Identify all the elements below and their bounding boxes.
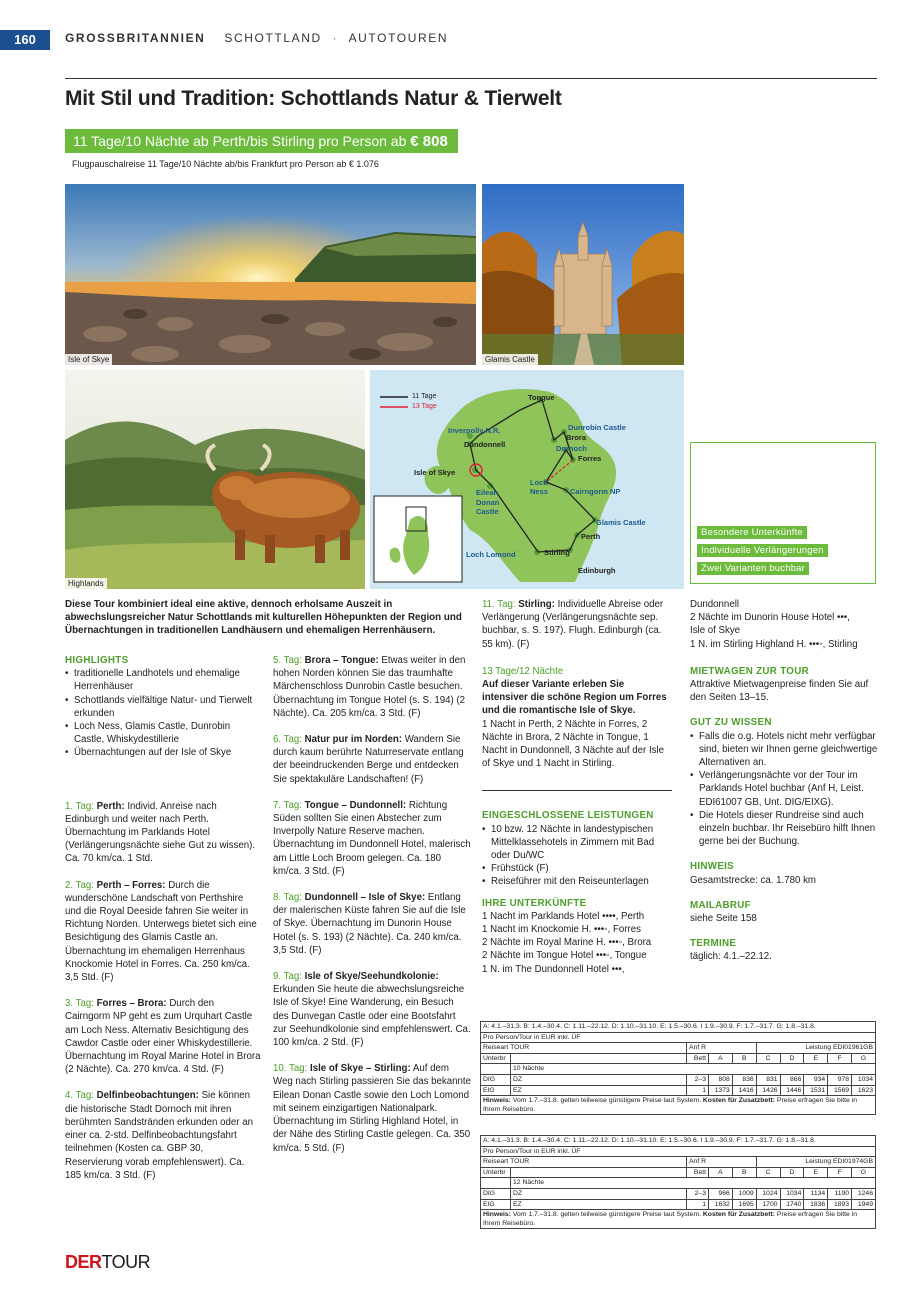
mail-text: siehe Seite 158 [690,913,757,925]
price-bar [65,129,458,153]
bed-count: 2–3 [687,1188,709,1199]
list-item: • traditionelle Landhotels und ehemalige Herrenhäuser [65,667,261,693]
hint-text: Gesamtstrecke: ca. 1.780 km [690,874,816,886]
map-label-tongue: Tongue [528,393,555,402]
map-label-lochness: Loch Ness [530,478,548,496]
note-text: Vom 1.7.–31.8. gelten teilweise günstigere Preise laut System. [512,1097,701,1105]
pro-person-row: Pro Person/Tour in EUR inkl. ÜF [481,1146,876,1157]
day-title: Dundonnell – Isle of Skye: [304,892,426,904]
day-text: Sie können die historische Stadt Dornoch mit ihren berühmten Sandstränden erkunden oder an einer ca. 2-std. Delfinbeobachtungsfahrt teilnehmen (Kosten ca. GBP 30, Reservierung vorab empfehlenswert). Ca. 185 km/ca. 3 Std. (F) [65,1090,253,1181]
map-label-skye: Isle of Skye [414,468,456,477]
included-heading: EINGESCHLOSSENE LEISTUNGEN [482,810,654,822]
price-cell: 808 [709,1074,733,1085]
price-cell: 1893 [828,1199,852,1210]
sunset-coast-image [65,184,476,365]
table-row [481,1074,876,1085]
note-extra-bed: Kosten für Zusatzbett: [702,1097,776,1105]
glamis-castle-caption: Glamis Castle [482,354,538,365]
highland-cow-image [65,370,365,589]
hotels-heading: IHRE UNTERKÜNFTE [482,897,587,909]
price-cell: 1024 [756,1188,780,1199]
glamis-castle-photo [482,184,684,365]
col-a: A [709,1167,733,1178]
included-list [482,823,672,889]
day-1 [65,800,261,866]
col-e: E [804,1053,828,1064]
price-bar-text: 11 Tage/10 Nächte ab Perth/bis Stirling pro Person ab [73,133,407,149]
day-text: Entlang der malerischen Küste fahren Sie auf die Isle of Skye. Übernachtung im Dunorin House Hotel (s. S. 193) (2 Nächte). Ca. 240 km/ca. 3,5 Std. (F) [273,892,466,956]
intro-text: Diese Tour kombiniert ideal eine aktive, dennoch erholsame Auszeit in abwechslungsreicher Natur Schottlands mit kulturellen Höhepunkten der Region und Übernachtungen in traditionellen Landhäusern und ehemaligen Herrenhäusern. [65,599,462,637]
hotel-line: 1 N. im The Dundonnell Hotel •••, [482,963,625,975]
day-number: 11. Tag: [482,599,516,610]
car-heading: MIETWAGEN ZUR TOUR [690,665,809,677]
price-cell: 831 [756,1074,780,1085]
col-bett: Bett [687,1053,709,1064]
hotel-line: 2 Nächte im Dunorin House Hotel •••, [690,612,850,624]
day-4 [65,1089,261,1181]
map-legend-13: 13 Tage [412,403,437,410]
day-text: Individ. Anreise nach Edinburgh und weiter nach Perth. Übernachtung im Parklands Hotel (Verlängerungsnächte siehe Gut zu wissen). Ca. 70 km/ca. 1 Std. [65,800,256,865]
price-cell: 866 [780,1074,804,1085]
col-e: E [804,1167,828,1178]
col-f: F [828,1167,852,1178]
hotel-line: 1 Nacht im Knockomie H. •••◦, Forres [482,924,641,936]
room-code: DIG [481,1074,511,1085]
badge-extensions: Individuelle Verlängerungen [697,544,828,557]
day-text: Auf dem Weg nach Stirling passieren Sie das bekannte Eilean Donan Castle sowie den Loch Lomond mit seinem einzigartigen Nationalpark. Übernachtung im Stirling Highland Hotel, in der Nähe des Stirling Castle gelegen. Ca. 350 km/ca. 5 Std. (F) [273,1063,471,1154]
day-10 [273,1062,471,1154]
day-title: Delfinbeobachtungen: [96,1090,199,1102]
list-item: • Übernachtungen auf der Isle of Skye [65,746,261,759]
route-map[interactable] [370,370,684,589]
breadcrumb-separator: · [332,31,339,45]
breadcrumb-region[interactable]: SCHOTTLAND [224,31,322,45]
seasons-row: A: 4.1.–31.3. B: 1.4.–30.4. C: 1.11.–22.12. D: 1.10.–31.10. E: 1.5.–30.6. I 1.9.–30.9. F: 1.7.–31.7. G: 1.8.–31.8. [481,1022,876,1033]
hint-heading: HINWEIS [690,861,735,873]
list-item: • Schottlands vielfältige Natur- und Tierwelt erkunden [65,694,261,720]
day-number: 3. Tag: [65,998,94,1010]
price-cell: 1949 [852,1199,876,1210]
map-label-forres: Forres [578,454,602,463]
dates-heading: TERMINE [690,938,737,950]
col-bett: Bett [687,1167,709,1178]
car-text: Attraktive Mietwagenpreise finden Sie auf den Seiten 13–15. [690,679,869,704]
col-c: C [756,1053,780,1064]
day-11 [482,598,672,651]
room-type: DZ [511,1074,687,1085]
map-label-brora: Brora [566,433,587,442]
page-number: 160 [0,30,50,50]
hotel-line: Dundonnell [690,599,740,610]
nights-row: 12 Nächte [511,1178,876,1189]
price-cell: 1246 [852,1188,876,1199]
section-divider [482,790,672,791]
table-row [481,1188,876,1199]
dates-text: täglich: 4.1.–22.12. [690,951,772,963]
features-box [690,442,876,584]
breadcrumb-category[interactable]: AUTOTOUREN [348,31,449,45]
day-title: Isle of Skye/Seehundkolonie: [304,971,439,983]
highlands-photo [65,370,365,589]
nights-row: 10 Nächte [511,1064,876,1075]
day-title: Tongue – Dundonnell: [304,799,407,811]
hotel-line: 1 Nacht im Parklands Hotel ••••, Perth [482,910,645,922]
highlights-list [65,667,261,759]
day-3 [65,997,261,1076]
day-title: Natur pur im Norden: [304,734,403,746]
day-title: Isle of Skye – Stirling: [310,1063,411,1075]
request-code: Anf R [687,1043,757,1054]
day-5 [273,654,471,720]
price-cell: 1700 [756,1199,780,1210]
day-title: Perth: [96,800,125,812]
price-cell: 1531 [804,1085,828,1096]
day-number: 7. Tag: [273,799,302,811]
col-unterbr: Unterbr [481,1053,511,1064]
price-bar-price: € 808 [410,133,448,150]
variant-heading: 13 Tage/12 Nächte [482,665,564,677]
day-title: Forres – Brora: [96,998,167,1010]
col-b: B [732,1167,756,1178]
service-code: Leistung EDI01961GB [756,1043,875,1054]
col-c: C [756,1167,780,1178]
price-cell: 1416 [732,1085,756,1096]
day-text: Etwas weiter in den hohen Norden können Sie das traumhafte Märchenschloss Dunrobin Castle besuchen. Übernachtung im Tongue Hotel (s. S. 194) (2 Nächte). Ca. 205 km/ca. 3 Std. (F) [273,655,466,719]
hotel-line: Isle of Skye [690,625,741,637]
breadcrumb [65,32,448,45]
list-item: • Verlängerungsnächte vor der Tour im Parklands Hotel buchbar (Anf H, Leist. EDI61007 GB, Unt. DIG/EIXG). [690,769,880,809]
price-cell: 1569 [828,1085,852,1096]
logo-part-der: DER [65,1252,102,1272]
day-8 [273,891,471,957]
list-item: • Loch Ness, Glamis Castle, Dunrobin Castle, Whiskydestillerie [65,720,261,746]
day-text: Durch den Cairngorm NP geht es zum Urquhart Castle am Loch Ness. Alternativ Besichtigung des Cawdor Castle oder einer Whiskydestillerie. Übernachtung im Royal Marine Hotel in Brora (2 Nächte). Ca. 270 km/ca. 4 Std. (F) [65,998,261,1076]
price-cell: 1836 [804,1199,828,1210]
price-cell: 1740 [780,1199,804,1210]
day-number: 1. Tag: [65,800,94,812]
column-1 [65,654,261,1195]
note-label: Hinweis: [483,1211,511,1219]
note-label: Hinweis: [483,1097,511,1105]
badge-two-variants: Zwei Varianten buchbar [697,562,809,575]
seasons-row: A: 4.1.–31.3. B: 1.4.–30.4. C: 1.11.–22.12. D: 1.10.–31.10. E: 1.5.–30.6. I 1.9.–30.9. F: 1.7.–31.7. G: 1.8.–31.8. [481,1136,876,1147]
day-number: 8. Tag: [273,892,302,904]
price-cell: 1134 [804,1188,828,1199]
note-text: Preise erfragen Sie bitte in Ihrem Reisebüro. [483,1211,858,1228]
list-item: • Reiseführer mit den Reiseunterlagen [482,875,672,888]
col-g: G [852,1167,876,1178]
page-title: Mit Stil und Tradition: Schottlands Natur & Tierwelt [65,87,562,110]
badge-special-accommodation: Besondere Unterkünfte [697,526,807,539]
day-7 [273,799,471,878]
column-2 [273,654,471,1168]
mail-heading: MAILABRUF [690,899,751,911]
isle-of-skye-caption: Isle of Skye [65,354,112,365]
price-cell: 1446 [780,1085,804,1096]
day-title: Stirling: [518,599,555,610]
day-number: 10. Tag: [273,1063,308,1075]
room-code: DIG [481,1188,511,1199]
pro-person-row: Pro Person/Tour in EUR inkl. ÜF [481,1032,876,1043]
highlights-heading: HIGHLIGHTS [65,655,129,666]
price-cell: 934 [804,1074,828,1085]
column-3 [482,598,672,976]
map-label-cairngorm: Cairngorm NP [570,487,621,496]
price-cell: 1632 [709,1199,733,1210]
price-table-13-days [480,1135,876,1229]
variant-intro: Auf dieser Variante erleben Sie intensiver die schöne Region um Forres und die romantische Isle of Skye. [482,679,667,717]
request-code: Anf R [687,1157,757,1168]
hotel-line: 2 Nächte im Tongue Hotel •••◦, Tongue [482,950,647,962]
day-text: Wandern Sie durch kaum berührte Naturreservate entlang der beeindruckenden Berge und entdecken Sie spektakuläre Landschaften! (F) [273,734,464,785]
map-label-glamis: Glamis Castle [596,518,646,527]
bed-count: 1 [687,1085,709,1096]
note-extra-bed: Kosten für Zusatzbett: [702,1211,776,1219]
col-unterbr: Unterbr [481,1167,511,1178]
col-a: A [709,1053,733,1064]
price-cell: 978 [828,1074,852,1085]
map-label-dunrobin: Dunrobin Castle [568,423,626,432]
variant-text: 1 Nacht in Perth, 2 Nächte in Forres, 2 Nächte in Brora, 2 Nächte in Tongue, 1 Nacht in Dundonnell, 3 Nächte auf der Isle of Skye und 1 Nacht in Stirling. [482,718,665,770]
day-number: 9. Tag: [273,971,302,983]
day-2 [65,879,261,985]
table-row [481,1085,876,1096]
note-text: Vom 1.7.–31.8. gelten teilweise günstigere Preise laut System. [512,1211,701,1219]
price-cell: 1009 [732,1188,756,1199]
list-item: • Falls die o.g. Hotels nicht mehr verfügbar sind, bieten wir Ihnen gerne gleichwertige Alternativen an. [690,730,880,770]
travel-type: Reiseart TOUR [481,1157,687,1168]
bed-count: 1 [687,1199,709,1210]
day-number: 5. Tag: [273,655,302,666]
map-legend-11: 11 Tage [412,393,437,400]
room-type: EZ [511,1085,687,1096]
day-number: 2. Tag: [65,879,94,891]
price-cell: 1034 [780,1188,804,1199]
map-label-eilean-donan: Eilean Donan Castle [476,488,500,516]
price-table-11-days [480,1021,876,1115]
day-title: Brora – Tongue: [304,655,379,666]
service-code: Leistung EDI01974GB [756,1157,875,1168]
table-row [481,1199,876,1210]
map-label-loch-lomond: Loch Lomond [466,550,516,559]
isle-of-skye-photo [65,184,476,365]
map-label-edinburgh: Edinburgh [578,566,616,575]
price-cell: 1426 [756,1085,780,1096]
day-9 [273,970,471,1049]
col-d: D [780,1053,804,1064]
good-to-know-list [690,730,880,849]
dertour-logo[interactable] [65,1252,151,1272]
logo-part-tour: TOUR [101,1252,151,1272]
good-to-know-heading: GUT ZU WISSEN [690,717,772,729]
col-b: B [732,1053,756,1064]
bed-count: 2–3 [687,1074,709,1085]
note-text: Preise erfragen Sie bitte in Ihrem Reisebüro. [483,1097,858,1114]
day-text: Durch die wunderschöne Landschaft von Perthshire und die Royal Deeside fahren Sie weiter in Richtung Norden. Unterwegs bietet sich eine Besichtigung des Glamis Castle an. Übernachtung im ehemaligen Herrenhaus Knockomie Hotel in Forres. Ca. 250 km/ca. 3,5 Std. (F) [65,879,257,984]
col-g: G [852,1053,876,1064]
travel-type: Reiseart TOUR [481,1043,687,1054]
flight-note: Flugpauschalreise 11 Tage/10 Nächte ab/bis Frankfurt pro Person ab € 1.076 [72,159,379,169]
day-title: Perth – Forres: [96,879,166,891]
map-label-stirling: Stirling [544,548,570,557]
list-item: • 10 bzw. 12 Nächte in landestypischen Mittelklassehotels in Zimmern mit Bad oder Du/WC [482,823,672,863]
day-number: 4. Tag: [65,1090,94,1102]
day-number: 6. Tag: [273,734,302,746]
room-type: DZ [511,1188,687,1199]
price-cell: 1623 [852,1085,876,1096]
room-code: EIG [481,1199,511,1210]
table-note [481,1210,876,1229]
price-cell: 1190 [828,1188,852,1199]
header-rule [65,78,877,79]
castle-image [482,184,684,365]
day-6 [273,733,471,786]
table-note [481,1096,876,1115]
room-code: EIG [481,1085,511,1096]
column-4 [690,598,880,964]
hotel-line: 1 N. im Stirling Highland H. •••◦, Stirling [690,638,858,650]
hotel-line: 2 Nächte im Royal Marine H. •••◦, Brora [482,937,652,949]
price-cell: 1695 [732,1199,756,1210]
map-label-inverpolly: Inverpolly N.R. [448,426,501,435]
day-text: Richtung Süden sollten Sie einen Abstecher zum Inverpolly Nature Reserve machen. Übernachtung im Dundonnell Hotel, malerisch am Little Loch Broom gelegen. Ca. 180 km/ca. 3 Std. (F) [273,799,471,877]
col-f: F [828,1053,852,1064]
list-item: • Frühstück (F) [482,862,672,875]
day-text: Individuelle Abreise oder Verlängerung (Verlängerungsnächte sep. buchbar, s. S. 197). Flugh. Edinburgh (ca. 55 km). (F) [482,599,664,650]
list-item: • Die Hotels dieser Rundreise sind auch einzeln buchbar. Ihr Reisebüro hilft Ihnen gerne bei der Buchung. [690,809,880,849]
map-label-dornoch: Dornoch [556,444,587,453]
price-cell: 966 [709,1188,733,1199]
breadcrumb-country[interactable]: GROSSBRITANNIEN [65,31,206,45]
room-type: EZ [511,1199,687,1210]
day-text: Erkunden Sie heute die abwechslungsreiche Isle of Skye! Eine Wanderung, ein Besuch des Dunvegan Castle oder eine Bootsfahrt zur Seehundkolonie sind empfehlenswert. Ca. 100 km/ca. 2 Std. (F) [273,984,471,1049]
price-cell: 1034 [852,1074,876,1085]
map-label-dundonnell: Dundonnell [464,440,506,449]
price-cell: 1373 [709,1085,733,1096]
col-d: D [780,1167,804,1178]
highlands-caption: Highlands [65,578,107,589]
price-cell: 836 [732,1074,756,1085]
map-label-perth: Perth [581,532,601,541]
